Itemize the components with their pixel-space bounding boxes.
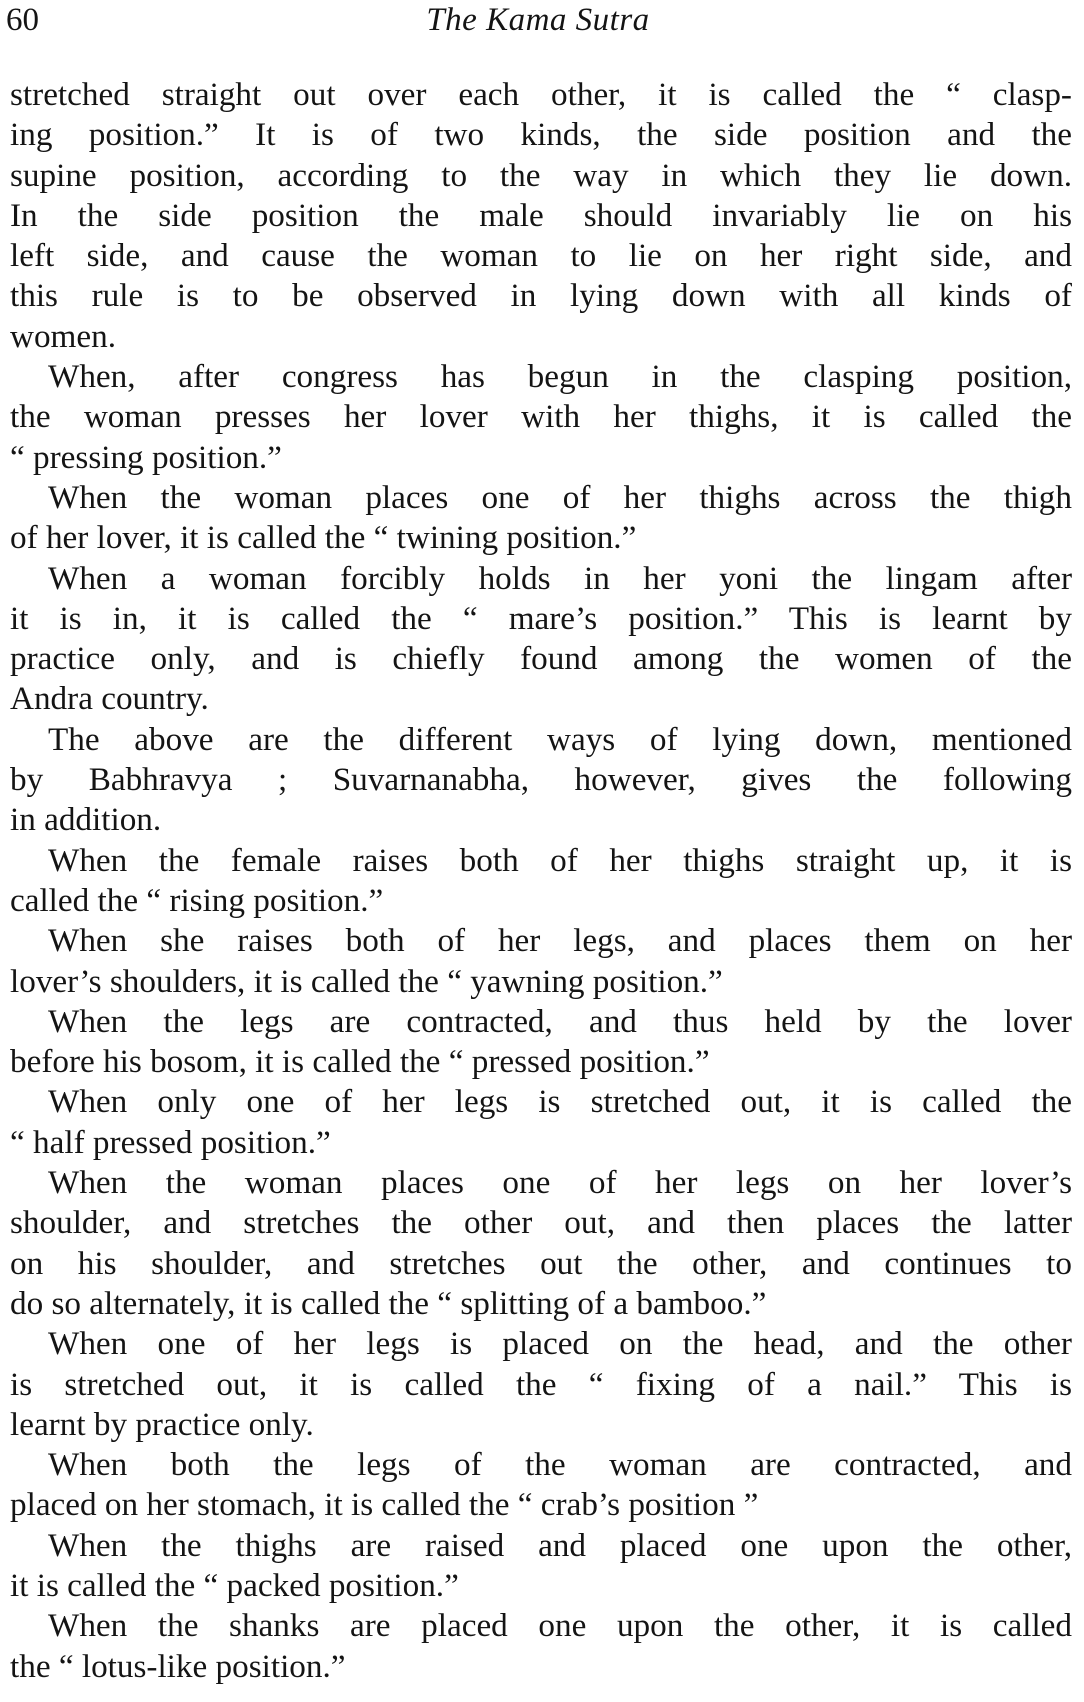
text-line: this rule is to be observed in lying down with all kinds of [10, 277, 1072, 315]
text-line: When the shanks are placed one upon the other, it is called [48, 1607, 1072, 1645]
text-line: practice only, and is chiefly found among the women of the [10, 640, 1072, 678]
body-text [10, 75, 1072, 1687]
text-line: When only one of her legs is stretched out, it is called the [48, 1083, 1072, 1121]
text-line: it is in, it is called the “ mare’s position.” This is learnt by [10, 599, 1072, 637]
running-head [6, 0, 1070, 40]
book-title: The Kama Sutra [426, 2, 650, 38]
paragraph [10, 921, 1072, 1002]
text-line: In the side position the male should invariably lie on his [10, 196, 1072, 234]
text-line: The above are the different ways of lying down, mentioned [48, 720, 1072, 758]
paragraph [10, 478, 1072, 559]
text-line: by Babhravya ; Suvarnanabha, however, gives the following [10, 761, 1072, 799]
text-line: When one of her legs is placed on the head, and the other [48, 1325, 1072, 1363]
text-line: supine position, according to the way in which they lie down. [10, 156, 1072, 194]
text-line: women. [10, 317, 116, 355]
paragraph [10, 720, 1072, 841]
paragraph [10, 1526, 1072, 1607]
text-line: on his shoulder, and stretches out the other, and continues to [10, 1244, 1072, 1282]
text-line: shoulder, and stretches the other out, and then places the latter [10, 1204, 1072, 1242]
paragraph [10, 1082, 1072, 1163]
text-line: stretched straight out over each other, it is called the “ clasp- [10, 76, 1072, 113]
text-line: the “ lotus-like position.” [10, 1647, 346, 1685]
paragraph [10, 1002, 1072, 1083]
paragraph [10, 559, 1072, 720]
text-line: “ pressing position.” [10, 438, 282, 476]
text-line: Andra country. [10, 680, 209, 718]
text-line: When both the legs of the woman are contracted, and [48, 1446, 1072, 1484]
text-line: When, after congress has begun in the clasping position, [48, 358, 1072, 396]
page-number: 60 [6, 2, 39, 38]
paragraph [10, 1606, 1072, 1687]
text-line: learnt by practice only. [10, 1405, 314, 1443]
text-line: of her lover, it is called the “ twining position.” [10, 519, 637, 557]
paragraph [10, 75, 1072, 357]
text-line: When the thighs are raised and placed one upon the other, [48, 1526, 1072, 1564]
text-line: it is called the “ packed position.” [10, 1566, 459, 1604]
paragraph [10, 841, 1072, 922]
text-line: do so alternately, it is called the “ splitting of a bamboo.” [10, 1284, 767, 1322]
paragraph [10, 1445, 1072, 1526]
text-line: When the woman places one of her thighs across the thigh [48, 478, 1072, 516]
text-line: is stretched out, it is called the “ fixing of a nail.” This is [10, 1365, 1072, 1403]
text-line: placed on her stomach, it is called the “ crab’s position ” [10, 1486, 759, 1524]
paragraph [10, 1163, 1072, 1324]
text-line: When the woman places one of her legs on her lover’s [48, 1164, 1072, 1202]
text-line: before his bosom, it is called the “ pressed position.” [10, 1043, 710, 1081]
text-line: called the “ rising position.” [10, 881, 384, 919]
paragraph [10, 1324, 1072, 1445]
text-line: “ half pressed position.” [10, 1123, 331, 1161]
text-line: When the legs are contracted, and thus held by the lover [48, 1002, 1072, 1040]
paragraph [10, 357, 1072, 478]
text-line: lover’s shoulders, it is called the “ yawning position.” [10, 962, 723, 1000]
text-line: the woman presses her lover with her thighs, it is called the [10, 398, 1072, 436]
text-line: When the female raises both of her thighs straight up, it is [48, 841, 1072, 879]
text-line: left side, and cause the woman to lie on her right side, and [10, 237, 1072, 275]
text-line: in addition. [10, 801, 162, 839]
text-line: When she raises both of her legs, and places them on her [48, 922, 1072, 960]
text-line: ing position.” It is of two kinds, the side position and the [10, 116, 1072, 154]
text-line: When a woman forcibly holds in her yoni the lingam after [48, 559, 1072, 597]
